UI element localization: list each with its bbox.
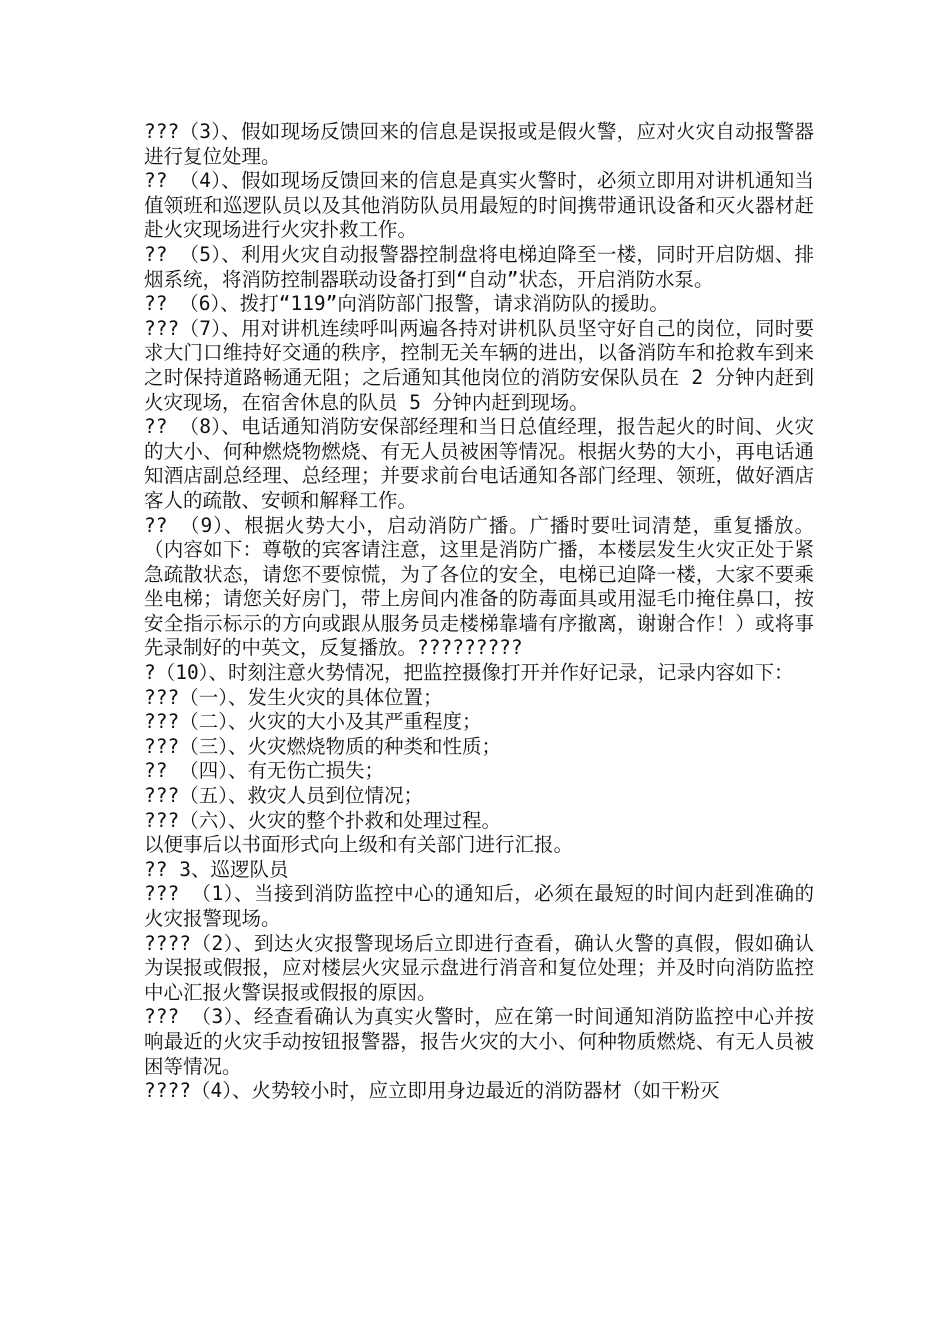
paragraph-patrol-step-2: ????（2）、到达火灾报警现场后立即进行查看，确认火警的真假，假如确认为误报或假报，应对楼层火灾显示盘进行消音和复位处理；并及时向消防监控中心汇报火警误报或假报的原因。 [144,931,814,1004]
record-item-1: ???（一）、发生火灾的具体位置； [144,685,443,709]
record-item-5: ???（五）、救灾人员到位情况； [144,784,423,808]
paragraph-operator-step-5: ?? （5）、利用火灾自动报警器控制盘将电梯迫降至一楼，同时开启防烟、排烟系统，将消防控制器联动设备打到“自动”状态，开启消防水泵。 [144,242,814,291]
paragraph-operator-step-9: ?? （9）、根据火势大小，启动消防广播。广播时要吐词清楚，重复播放。（内容如下：尊敬的宾客请注意，这里是消防广播，本楼层发生火灾正处于紧急疏散状态，请您不要惊慌，为了各位的安全，电梯已迫降一楼，大家不要乘坐电梯；请您关好房门，带上房间内准备的防毒面具或用湿毛巾掩住鼻口，按安全指示标示的方向或跟从服务员走楼梯靠墙有序撤离，谢谢合作！）或将事先录制好的中英文，反复播放。????????? [144,513,814,660]
paragraph-operator-step-6: ?? （6）、拨打“119”向消防部门报警，请求消防队的援助。 [144,292,669,316]
record-item-3: ???（三）、火灾燃烧物质的种类和性质； [144,734,501,758]
paragraph-patrol-step-4: ????（4）、火势较小时，应立即用身边最近的消防器材（如干粉灭 [144,1079,720,1103]
paragraph-operator-step-4: ?? （4）、假如现场反馈回来的信息是真实火警时，必须立即用对讲机通知当值领班和巡逻队员以及其他消防队员用最短的时间携带通讯设备和灭火器材赶赴火灾现场进行火灾扑救工作。 [144,169,814,242]
section-heading-patrol-team: ?? 3、巡逻队员 [144,857,289,881]
paragraph-patrol-step-3: ??? （3）、经查看确认为真实火警时，应在第一时间通知消防监控中心并按响最近的火灾手动按钮报警器，报告火灾的大小、何种物质燃烧、有无人员被困等情况。 [144,1005,814,1078]
paragraph-patrol-step-1: ??? （1）、当接到消防监控中心的通知后，必须在最短的时间内赶到准确的火灾报警现场。 [144,882,814,930]
paragraph-operator-step-10: ?（10）、时刻注意火势情况，把监控摄像打开并作好记录，记录内容如下： [144,661,794,685]
record-item-6: ???（六）、火灾的整个扑救和处理过程。 [144,808,501,832]
record-item-2: ???（二）、火灾的大小及其严重程度； [144,710,482,734]
paragraph-operator-step-3: ???（3）、假如现场反馈回来的信息是误报或是假火警，应对火灾自动报警器进行复位处理。 [144,120,814,168]
record-item-4: ?? （四）、有无伤亡损失； [144,759,384,783]
paragraph-operator-step-8: ?? （8）、电话通知消防安保部经理和当日总值经理，报告起火的时间、火灾的大小、何种燃烧物燃烧、有无人员被困等情况。根据火势的大小，再电话通知酒店副总经理、总经理；并要求前台电话通知各部门经理、领班，做好酒店客人的疏散、安顿和解释工作。 [144,415,814,512]
paragraph-operator-step-7: ???（7）、用对讲机连续呼叫两遍各持对讲机队员坚守好自己的岗位，同时要求大门口维持好交通的秩序，控制无关车辆的进出，以备消防车和抢救车到来之时保持道路畅通无阻；之后通知其他岗位的消防安保队员在 2 分钟内赶到火灾现场，在宿舍休息的队员 5 分钟内赶到现场。 [144,316,814,414]
paragraph-reporting-note: 以便事后以书面形式向上级和有关部门进行汇报。 [144,833,574,857]
document-body [144,120,814,1104]
